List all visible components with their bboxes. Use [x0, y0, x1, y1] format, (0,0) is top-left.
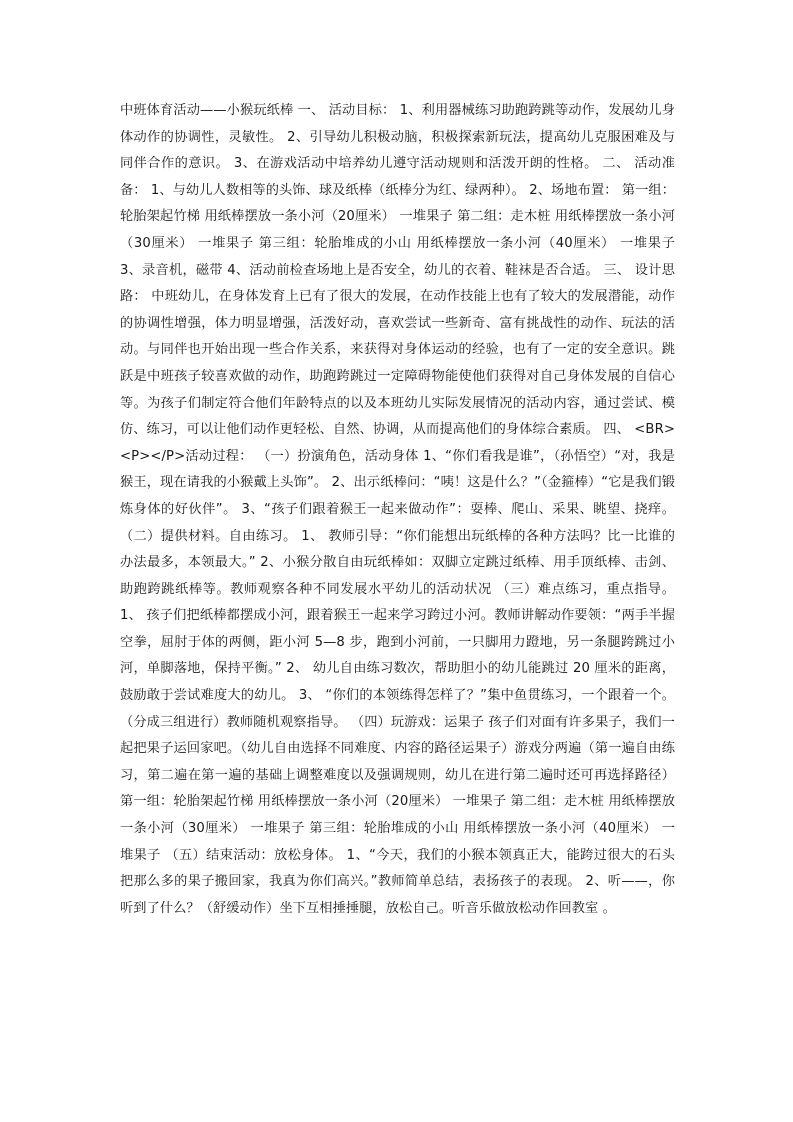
- document-body-text: 中班体育活动——小猴玩纸棒 一、 活动目标： 1、利用器械练习助跑跨跳等动作，发展幼儿身体动作的协调性，灵敏性。 2、引导幼儿积极动脑，积极探索新玩法，提高幼儿克服困难及与同伴合作的意识。 3、在游戏活动中培养幼儿遵守活动规则和活泼开朗的性格。 二、 活动准备： 1、与幼儿人数相等的头饰、球及纸棒（纸棒分为红、绿两种）。 2、场地布置： 第一组：轮胎架起竹梯 用纸棒摆放一条小河（20厘米） 一堆果子 第二组：走木桩 用纸棒摆放一条小河（30厘米） 一堆果子 第三组：轮胎堆成的小山 用纸棒摆放一条小河（40厘米） 一堆果子 3、录音机，磁带 4、活动前检查场地上是否安全，幼儿的衣着、鞋袜是否合适。 三、 设计思路： 中班幼儿，在身体发育上已有了很大的发展，在动作技能上也有了较大的发展潜能，动作的协调性增强，体力明显增强，活泼好动，喜欢尝试一些新奇、富有挑战性的动作、玩法的活动。与同伴也开始出现一些合作关系，来获得对身体运动的经验，也有了一定的安全意识。跳跃是中班孩子较喜欢做的动作，助跑跨跳过一定障碍物能使他们获得对自己身体发展的自信心等。为孩子们制定符合他们年龄特点的以及本班幼儿实际发展情况的活动内容，通过尝试、模仿、练习，可以让他们动作更轻松、自然、协调，从而提高他们的身体综合素质。 四、 <BR><P></P>活动过程： （一）扮演角色，活动身体 1、“你们看我是谁”，（孙悟空）“对，我是猴王，现在请我的小猴戴上头饰”。 2、出示纸棒问：“咦！这是什么？”（金箍棒）“它是我们锻炼身体的好伙伴”。 3、“孩子们跟着猴王一起来做动作”：耍棒、爬山、采果、眺望、挠痒。 （二）提供材料。自由练习。 1、 教师引导：“你们能想出玩纸棒的各种方法吗？比一比谁的办法最多，本领最大。” 2、小猴分散自由玩纸棒如：双脚立定跳过纸棒、用手顶纸棒、击剑、助跑跨跳纸棒等。教师观察各种不同发展水平幼儿的活动状况 （三）难点练习，重点指导。 1、 孩子们把纸棒都摆成小河，跟着猴王一起来学习跨过小河。教师讲解动作要领：“两手半握空拳，屈肘于体的两侧，距小河 5—8 步，跑到小河前，一只脚用力蹬地，另一条腿跨跳过小河，单脚落地，保持平衡。” 2、 幼儿自由练习数次，帮助胆小的幼儿能跳过 20 厘米的距离，鼓励敢于尝试难度大的幼儿。 3、 “你们的本领练得怎样了？”集中鱼贯练习，一个跟着一个。（分成三组进行）教师随机观察指导。 （四）玩游戏：运果子 孩子们对面有许多果子，我们一起把果子运回家吧。（幼儿自由选择不同难度、内容的路径运果子）游戏分两遍（第一遍自由练习，第二遍在第一遍的基础上调整难度以及强调规则，幼儿在进行第二遍时还可再选择路径） 第一组：轮胎架起竹梯 用纸棒摆放一条小河（20厘米） 一堆果子 第二组：走木桩 用纸棒摆放一条小河（30厘米） 一堆果子 第三组：轮胎堆成的小山 用纸棒摆放一条小河（40厘米） 一堆果子 （五）结束活动：放松身体。 1、“今天，我们的小猴本领真正大，能跨过很大的石头把那么多的果子搬回家，我真为你们高兴。”教师简单总结，表扬孩子的表现。 2、听——，你听到了什么？（舒缓动作）坐下互相捶捶腿，放松自己。听音乐做放松动作回教室 。: [120, 103, 675, 916]
